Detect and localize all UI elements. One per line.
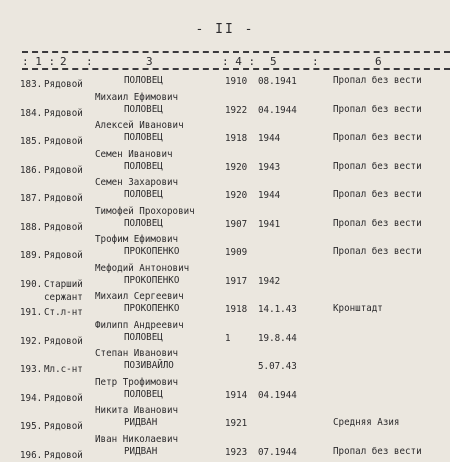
column-separator: : (86, 55, 93, 68)
date-of-loss: 1943 (258, 162, 281, 173)
surname: ПОЛОВЕЦ (124, 389, 163, 400)
rank: Рядовой (44, 79, 83, 90)
date-of-loss: 07.1944 (258, 447, 297, 458)
date-of-loss: 19.8.44 (258, 333, 297, 344)
rank: Рядовой (44, 193, 83, 204)
rank: Рядовой (44, 421, 83, 432)
fate-note: Пропал без вести (333, 446, 422, 457)
birth-year: 1921 (225, 418, 248, 429)
surname: ПОЗИВАЙЛО (124, 360, 174, 371)
record-number: 189. (20, 250, 43, 261)
date-of-loss: 08.1941 (258, 76, 297, 87)
record-number: 184. (20, 108, 43, 119)
fate-note: Пропал без вести (333, 189, 422, 200)
surname: ПОЛОВЕЦ (124, 161, 163, 172)
rank-line-2: сержант (44, 292, 83, 303)
record-number: 191. (20, 307, 43, 318)
first-name-patronymic: Михаил Ефимович (95, 92, 179, 103)
rank: Мл.с-нт (44, 364, 83, 375)
column-3-number: 3 (146, 55, 153, 68)
fate-note: Средняя Азия (333, 417, 400, 428)
fate-note: Пропал без вести (333, 246, 422, 257)
rank: Ст.л-нт (44, 307, 83, 318)
first-name-patronymic: Мефодий Антонович (95, 263, 190, 274)
record-number: 183. (20, 79, 43, 90)
fate-note: Пропал без вести (333, 104, 422, 115)
record-number: 192. (20, 336, 43, 347)
surname: РИДВАН (124, 417, 158, 428)
column-separator: : (312, 55, 319, 68)
birth-year: 1907 (225, 219, 248, 230)
rank: Старший (44, 279, 83, 290)
record-number: 185. (20, 136, 43, 147)
record-number: 196. (20, 450, 43, 461)
column-2-number: 2 (60, 55, 67, 68)
surname: ПОЛОВЕЦ (124, 104, 163, 115)
surname: ПОЛОВЕЦ (124, 332, 163, 343)
date-of-loss: 1944 (258, 133, 281, 144)
first-name-patronymic: Петр Трофимович (95, 377, 179, 388)
column-5-number: 5 (270, 55, 277, 68)
first-name-patronymic: Семен Иванович (95, 149, 173, 160)
first-name-patronymic: Степан Иванович (95, 348, 179, 359)
birth-year: 1917 (225, 276, 248, 287)
date-of-loss: 1942 (258, 276, 281, 287)
rank: Рядовой (44, 222, 83, 233)
surname: ПОЛОВЕЦ (124, 132, 163, 143)
rank: Рядовой (44, 250, 83, 261)
header-bottom-rule (22, 68, 450, 70)
birth-year: 1 (225, 333, 231, 344)
rank: Рядовой (44, 165, 83, 176)
birth-year: 1909 (225, 247, 248, 258)
first-name-patronymic: Никита Иванович (95, 405, 179, 416)
column-1-number: : 1 : (22, 55, 56, 68)
birth-year: 1923 (225, 447, 248, 458)
birth-year: 1910 (225, 76, 248, 87)
date-of-loss: 14.1.43 (258, 304, 297, 315)
surname: ПРОКОПЕНКО (124, 275, 180, 286)
record-number: 190. (20, 279, 43, 290)
birth-year: 1922 (225, 105, 248, 116)
surname: РИДВАН (124, 446, 158, 457)
date-of-loss: 1944 (258, 190, 281, 201)
surname: ПРОКОПЕНКО (124, 303, 180, 314)
surname: ПОЛОВЕЦ (124, 75, 163, 86)
surname: ПРОКОПЕНКО (124, 246, 180, 257)
date-of-loss: 5.07.43 (258, 361, 297, 372)
fate-note: Пропал без вести (333, 132, 422, 143)
birth-year: 1918 (225, 133, 248, 144)
fate-note: Пропал без вести (333, 75, 422, 86)
date-of-loss: 04.1944 (258, 105, 297, 116)
column-4-number: : 4 : (222, 55, 256, 68)
rank: Рядовой (44, 336, 83, 347)
first-name-patronymic: Семен Захарович (95, 177, 179, 188)
first-name-patronymic: Филипп Андреевич (95, 320, 184, 331)
first-name-patronymic: Трофим Ефимович (95, 234, 179, 245)
date-of-loss: 04.1944 (258, 390, 297, 401)
rank: Рядовой (44, 393, 83, 404)
record-number: 187. (20, 193, 43, 204)
record-number: 193. (20, 364, 43, 375)
birth-year: 1914 (225, 390, 248, 401)
first-name-patronymic: Михаил Сергеевич (95, 291, 184, 302)
fate-note: Пропал без вести (333, 161, 422, 172)
column-6-number: 6 (375, 55, 382, 68)
surname: ПОЛОВЕЦ (124, 218, 163, 229)
rank: Рядовой (44, 450, 83, 461)
first-name-patronymic: Алексей Иванович (95, 120, 184, 131)
birth-year: 1920 (225, 190, 248, 201)
record-number: 195. (20, 421, 43, 432)
page-number: - II - (195, 22, 255, 37)
birth-year: 1918 (225, 304, 248, 315)
fate-note: Кронштадт (333, 303, 383, 314)
birth-year: 1920 (225, 162, 248, 173)
rank: Рядовой (44, 108, 83, 119)
first-name-patronymic: Иван Николаевич (95, 434, 179, 445)
fate-note: Пропал без вести (333, 218, 422, 229)
record-number: 188. (20, 222, 43, 233)
rank: Рядовой (44, 136, 83, 147)
date-of-loss: 1941 (258, 219, 281, 230)
header-top-rule (22, 51, 450, 53)
record-number: 186. (20, 165, 43, 176)
record-number: 194. (20, 393, 43, 404)
surname: ПОЛОВЕЦ (124, 189, 163, 200)
first-name-patronymic: Тимофей Прохорович (95, 206, 195, 217)
